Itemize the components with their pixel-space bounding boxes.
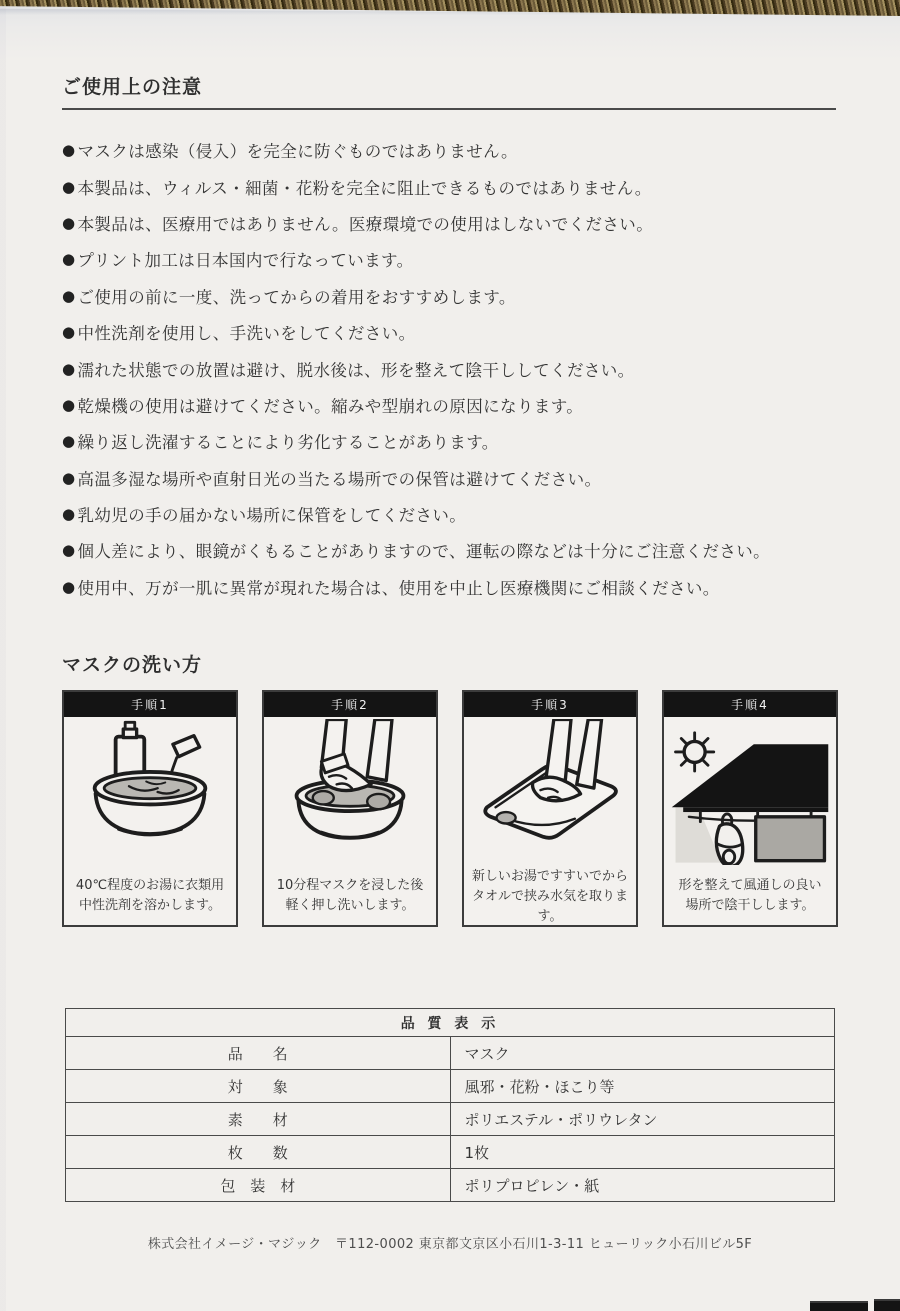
precaution-item <box>62 205 836 241</box>
precaution-item <box>62 132 836 168</box>
bullet-icon: ● <box>62 323 76 342</box>
hand-wash-icon <box>264 717 436 867</box>
table-row <box>66 1037 835 1070</box>
precaution-text: プリント加工は日本国内で行なっています。 <box>77 251 414 271</box>
bullet-icon: ● <box>62 577 76 596</box>
bullet-icon: ● <box>62 395 76 414</box>
row-value: マスク <box>450 1037 835 1070</box>
precaution-item <box>62 569 836 605</box>
step-caption <box>264 867 436 925</box>
washing-title: マスクの洗い方 <box>62 654 203 676</box>
precaution-text: 高温多湿な場所や直射日光の当たる場所での保管は避けてください。 <box>77 469 602 489</box>
bullet-icon: ● <box>62 141 76 160</box>
step-caption-line1: 形を整えて風通しの良い <box>678 878 822 893</box>
step-caption <box>464 867 636 927</box>
precaution-item <box>62 423 836 459</box>
precaution-text: 濡れた状態での放置は避け、脱水後は、形を整えて陰干ししてください。 <box>77 360 635 380</box>
towel-press-icon <box>464 717 636 867</box>
precautions-list <box>62 132 836 605</box>
washing-steps-row <box>62 690 838 927</box>
precaution-item <box>62 387 836 423</box>
precaution-item <box>62 460 836 496</box>
precaution-text: 乾燥機の使用は避けてください。縮みや型崩れの原因になります。 <box>77 396 584 416</box>
precaution-item <box>62 241 836 277</box>
step-panel-2 <box>262 690 438 927</box>
shade-dry-icon <box>664 717 836 867</box>
step-panel-1 <box>62 690 238 927</box>
bullet-icon: ● <box>62 432 76 451</box>
precaution-item <box>62 532 836 568</box>
precaution-text: 乳幼児の手の届かない場所に保管をしてください。 <box>77 506 467 526</box>
precaution-text: マスクは感染（侵入）を完全に防ぐものではありません。 <box>77 142 518 162</box>
carpet-texture-strip <box>0 0 900 16</box>
precaution-item <box>62 168 836 204</box>
row-label: 包 装 材 <box>66 1169 451 1202</box>
step-panel-3 <box>462 690 638 927</box>
row-label: 品 名 <box>66 1037 451 1070</box>
dark-edge-fragment-right <box>874 1299 900 1311</box>
table-row <box>66 1103 835 1136</box>
bullet-icon: ● <box>62 505 76 524</box>
step-caption-line2: 中性洗剤を溶かします。 <box>79 898 221 913</box>
step-caption <box>664 867 836 925</box>
row-value: ポリエステル・ポリウレタン <box>450 1103 835 1136</box>
precautions-section <box>62 72 836 605</box>
bullet-icon: ● <box>62 468 76 487</box>
step-panel-4 <box>662 690 838 927</box>
precaution-item <box>62 278 836 314</box>
precaution-text: 中性洗剤を使用し、手洗いをしてください。 <box>77 324 416 344</box>
bullet-icon: ● <box>62 541 76 560</box>
table-row <box>66 1169 835 1202</box>
step-header <box>664 692 836 717</box>
precautions-title: ご使用上の注意 <box>62 72 836 110</box>
step-caption-line2: 軽く押し洗いします。 <box>285 898 415 913</box>
quality-table-title: 品 質 表 示 <box>66 1009 835 1037</box>
bullet-icon: ● <box>62 250 76 269</box>
step-header <box>264 692 436 717</box>
row-label: 対 象 <box>66 1070 451 1103</box>
row-value: 風邪・花粉・ほこり等 <box>450 1070 835 1103</box>
row-label: 枚 数 <box>66 1136 451 1169</box>
row-value: ポリプロピレン・紙 <box>450 1169 835 1202</box>
step-label: 手順4 <box>731 698 769 712</box>
precaution-text: 個人差により、眼鏡がくもることがありますので、運転の際などは十分にご注意ください。 <box>77 542 771 562</box>
quality-table <box>65 1008 835 1202</box>
precaution-item <box>62 314 836 350</box>
step-label: 手順1 <box>131 698 169 712</box>
table-row <box>66 1136 835 1169</box>
precaution-text: 繰り返し洗濯することにより劣化することがあります。 <box>77 433 499 453</box>
step-caption <box>64 867 236 925</box>
quality-table-section <box>65 1008 835 1202</box>
step-caption-line1: 40℃程度のお湯に衣類用 <box>75 878 225 893</box>
precaution-text: 本製品は、医療用ではありません。医療環境での使用はしないでください。 <box>77 214 654 234</box>
table-row <box>66 1070 835 1103</box>
bullet-icon: ● <box>62 213 76 232</box>
step-caption-line2: タオルで挟み水気を取ります。 <box>471 889 628 924</box>
step-header <box>64 692 236 717</box>
step-caption-line1: 新しいお湯ですすいでから <box>471 869 629 884</box>
row-label: 素 材 <box>66 1103 451 1136</box>
bullet-icon: ● <box>62 359 76 378</box>
dark-edge-fragment-left <box>810 1301 868 1311</box>
step-label: 手順3 <box>531 698 569 712</box>
basin-pour-icon <box>64 717 236 867</box>
quality-table-header-row <box>66 1009 835 1037</box>
precaution-text: 本製品は、ウィルス・細菌・花粉を完全に阻止できるものではありません。 <box>77 178 652 198</box>
precaution-text: 使用中、万が一肌に異常が現れた場合は、使用を中止し医療機関にご相談ください。 <box>77 578 720 598</box>
bullet-icon: ● <box>62 177 76 196</box>
bullet-icon: ● <box>62 286 76 305</box>
precaution-item <box>62 350 836 386</box>
footer-address: 株式会社イメージ・マジック 〒112-0002 東京都文京区小石川1-3-11 ヒューリック小石川ビル5F <box>147 1237 753 1252</box>
step-header <box>464 692 636 717</box>
precaution-text: ご使用の前に一度、洗ってからの着用をおすすめします。 <box>77 287 516 307</box>
dark-edge-fragment <box>810 1299 900 1311</box>
washing-section <box>62 650 838 927</box>
step-caption-line1: 10分程マスクを浸した後 <box>276 878 424 893</box>
row-value: 1枚 <box>450 1136 835 1169</box>
step-label: 手順2 <box>331 698 369 712</box>
step-caption-line2: 場所で陰干しします。 <box>685 898 815 913</box>
precaution-item <box>62 496 836 532</box>
